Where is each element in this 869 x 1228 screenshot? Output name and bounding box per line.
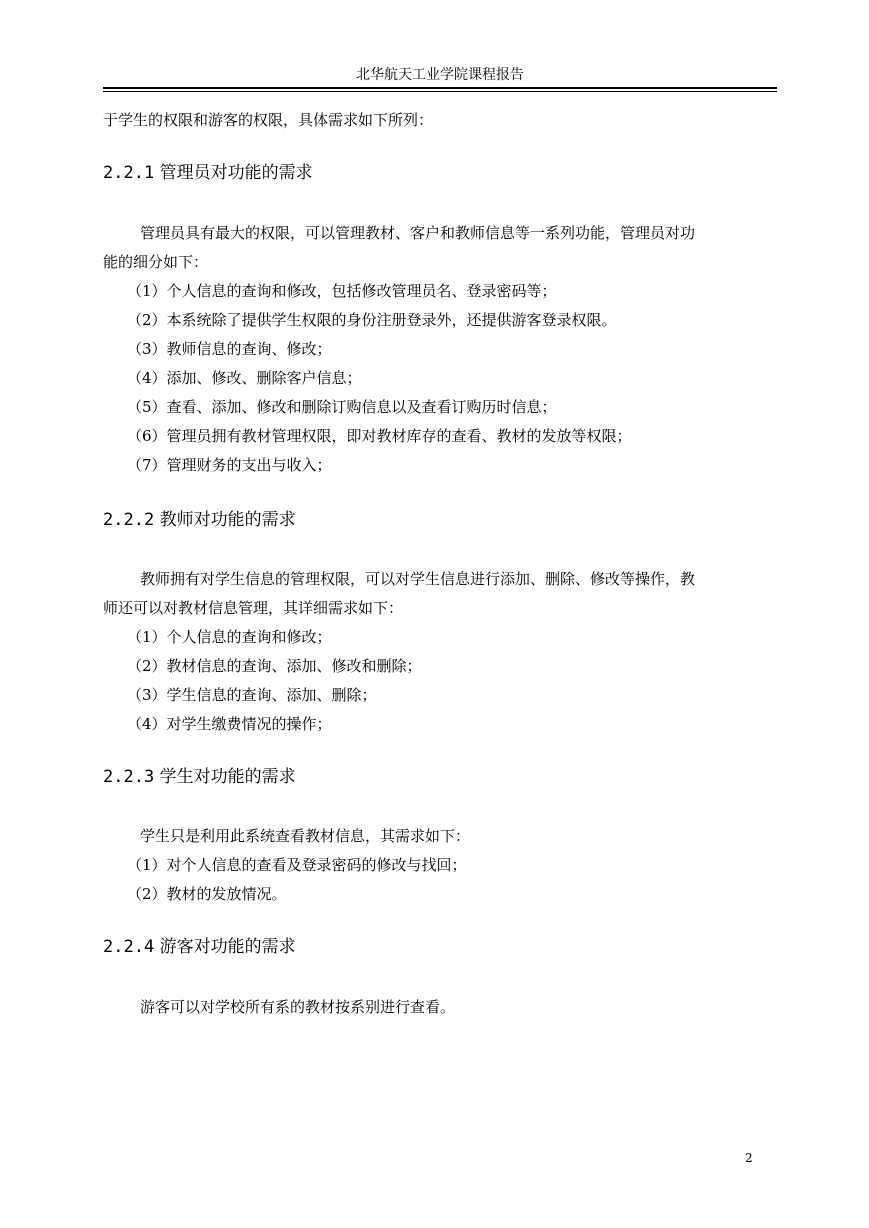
list-item: （3）教师信息的查询、修改； [127, 340, 332, 358]
teacher-paragraph-line-2: 师还可以对教材信息管理，其详细需求如下： [103, 599, 404, 617]
guest-paragraph-line-1: 游客可以对学校所有系的教材按系别进行查看。 [140, 998, 456, 1016]
section-title: 游客对功能的需求 [159, 937, 296, 957]
intro-line: 于学生的权限和游客的权限，具体需求如下所列： [103, 111, 434, 129]
header-rule-thin [103, 91, 777, 92]
admin-paragraph-line-1: 管理员具有最大的权限，可以管理教材、客户和教师信息等一系列功能，管理员对功 [140, 224, 696, 242]
header-rule-thick [103, 87, 777, 89]
section-title: 管理员对功能的需求 [159, 163, 313, 183]
list-item: （5）查看、添加、修改和删除订购信息以及查看订购历时信息； [127, 398, 557, 416]
list-item: （3）学生信息的查询、添加、删除； [127, 686, 377, 704]
list-item: （2）教材信息的查询、添加、修改和删除； [127, 657, 422, 675]
section-title: 教师对功能的需求 [159, 510, 296, 530]
list-item: （4）添加、修改、删除客户信息； [127, 369, 362, 387]
list-item: （1）个人信息的查询和修改； [127, 628, 332, 646]
section-heading-teacher [103, 509, 296, 531]
section-heading-guest [103, 936, 296, 958]
list-item: （6）管理员拥有教材管理权限，即对教材库存的查看、教材的发放等权限； [127, 427, 632, 445]
list-item: （1）个人信息的查询和修改，包括修改管理员名、登录密码等； [127, 282, 557, 300]
admin-paragraph-line-2: 能的细分如下： [103, 253, 209, 271]
section-title: 学生对功能的需求 [159, 767, 296, 787]
list-item: （1）对个人信息的查看及登录密码的修改与找回； [127, 856, 467, 874]
teacher-paragraph-line-1: 教师拥有对学生信息的管理权限，可以对学生信息进行添加、删除、修改等操作，教 [140, 570, 696, 588]
section-heading-admin [103, 162, 313, 184]
section-number: 2.2.4 [103, 937, 155, 957]
list-item: （7）管理财务的支出与收入； [127, 456, 332, 474]
list-item: （4）对学生缴费情况的操作； [127, 715, 332, 733]
page-number: 2 [745, 1151, 753, 1165]
section-number: 2.2.1 [103, 163, 155, 183]
section-number: 2.2.2 [103, 510, 155, 530]
student-paragraph-line-1: 学生只是利用此系统查看教材信息，其需求如下： [140, 827, 471, 845]
list-item: （2）本系统除了提供学生权限的身份注册登录外，还提供游客登录权限。 [127, 311, 617, 329]
section-number: 2.2.3 [103, 767, 155, 787]
list-item: （2）教材的发放情况。 [127, 885, 287, 903]
page-header-title: 北华航天工业学院课程报告 [356, 67, 524, 83]
section-heading-student [103, 766, 296, 788]
